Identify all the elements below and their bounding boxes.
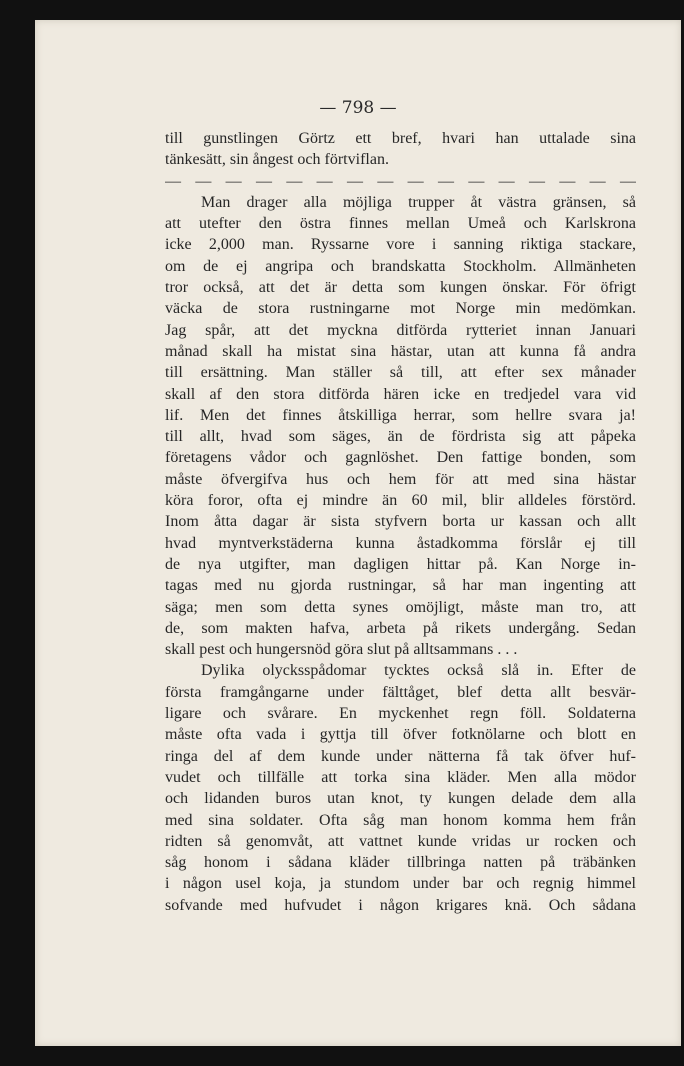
- text-line: lif. Men det finnes åtskilliga herrar, som hellre svara ja!: [165, 406, 636, 424]
- text-line: de nya utgifter, man dagligen hittar på. Kan Norge in-: [165, 555, 636, 573]
- text-line: tänkesätt, sin ångest och förtviflan.: [165, 151, 389, 169]
- text-line: ligare och svårare. En myckenhet regn föll. Soldaterna: [165, 705, 636, 723]
- text-line: såg honom i sådana kläder tillbringa natten på träbänken: [165, 854, 636, 872]
- text-line: månad skall ha mistat sina hästar, utan att kunna få andra: [165, 342, 636, 360]
- text-line: köra foror, ofta ej mindre än 60 mil, blir alldeles förstörd.: [165, 492, 636, 510]
- text-line: till gunstlingen Görtz ett bref, hvari han uttalade sina: [165, 130, 636, 147]
- text-line: tagas med nu gjorda rustningar, så har man ingenting att: [165, 577, 636, 595]
- text-line: att utefter den östra finnes mellan Umeå och Karlskrona: [165, 215, 636, 233]
- text-body: [165, 128, 636, 916]
- text-line: och lidanden buros utan knot, ty kungen delade dem alla: [165, 790, 636, 808]
- text-line: i någon usel koja, ja stundom under bar och regnig himmel: [165, 875, 636, 893]
- text-line: måste ofta vada i gyttja till öfver fotknölarne och blott en: [165, 726, 636, 744]
- text-line: de, som makten hafva, arbeta på rikets undergång. Sedan: [165, 619, 636, 637]
- text-line: om de ej angripa och brandskatta Stockholm. Allmänheten: [165, 257, 636, 275]
- text-line: med sina soldater. Ofta såg man honom komma hem från: [165, 811, 636, 829]
- text-line: icke 2,000 man. Ryssarne vore i sanning riktiga stackare,: [165, 236, 636, 254]
- dash-separator: — — — — — — — — — — — — — — — —: [165, 172, 636, 190]
- text-line: väcka de stora rustningarne mot Norge min medömkan.: [165, 300, 636, 318]
- book-page: [35, 20, 681, 1046]
- text-line: till allt, hvad som säges, än de fördrista sig att påpeka: [165, 428, 636, 446]
- text-line: Jag spår, att det myckna ditförda rytteriet innan Januari: [165, 321, 636, 339]
- text-line: skall af den stora ditförda hären icke en tredjedel vara vid: [165, 385, 636, 403]
- text-line: ringa del af dem kunde under nätterna få tak öfver huf-: [165, 747, 636, 765]
- text-line: säga; men som detta synes omöjligt, måste man tro, att: [165, 598, 636, 616]
- text-line: sofvande med hufvudet i någon krigares knä. Och sådana: [165, 896, 636, 914]
- page-number: — 798 —: [319, 98, 397, 118]
- text-line: första framgångarne under fälttåget, blef detta allt besvär-: [165, 683, 636, 701]
- text-line: ridten så genomvåt, att vattnet kunde vridas ur rocken och: [165, 832, 636, 850]
- text-line: till ersättning. Man ställer så till, att efter sex månader: [165, 364, 636, 382]
- text-line: måste öfvergifva hus och hem för att med sina hästar: [165, 470, 636, 488]
- text-line: hvad myntverkstäderna kunna åstadkomma förslår ej till: [165, 534, 636, 552]
- text-line: Dylika olycksspådomar tycktes också slå in. Efter de: [201, 662, 636, 680]
- text-line: Man drager alla möjliga trupper åt västra gränsen, så: [201, 193, 636, 211]
- text-line: vudet och tillfälle att torka sina kläder. Men alla mödor: [165, 768, 636, 786]
- text-line: företagens vådor och gagnlöshet. Den fattige bonden, som: [165, 449, 636, 467]
- text-line: tror också, att det är detta som kungen önskar. För öfrigt: [165, 279, 636, 297]
- text-line: Inom åtta dagar är sista styfvern borta ur kassan och allt: [165, 513, 636, 531]
- text-line: skall pest och hungersnöd göra slut på alltsammans . . .: [165, 641, 518, 659]
